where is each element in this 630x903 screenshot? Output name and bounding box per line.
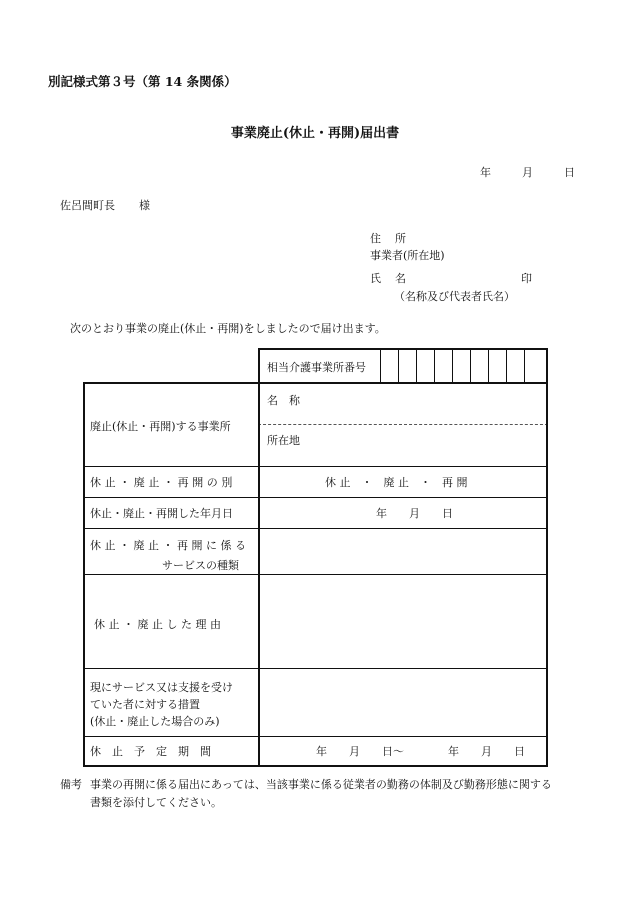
reason-label: 休 止 ・ 廃 止 し た 理 由: [94, 618, 221, 631]
address-label-2: 所: [395, 232, 406, 245]
number-box-divider: [398, 348, 399, 382]
date-label: 休止・廃止・再開した年月日: [90, 507, 233, 520]
addressee-name: 佐呂間町長: [60, 199, 115, 212]
number-box-divider: [506, 348, 507, 382]
number-box-divider: [524, 348, 525, 382]
facility-number-label: 相当介護事業所番号: [267, 361, 366, 374]
address-label-1: 住: [370, 232, 381, 245]
date-day: 日: [564, 166, 575, 179]
number-box-divider: [434, 348, 435, 382]
facility-label: 廃止(休止・再開)する事業所: [90, 420, 231, 433]
table-top-border: [258, 348, 548, 350]
seal-mark: 印: [521, 272, 532, 285]
period-value: 年 月 日〜 年 月 日: [316, 745, 525, 758]
table-main-top-border: [83, 382, 548, 384]
remarks: [60, 776, 600, 812]
row-divider-5: [83, 668, 548, 669]
date-month: 月: [522, 166, 533, 179]
remark-line2: 書類を添付してください。: [90, 796, 222, 809]
intro-text: 次のとおり事業の廃止(休止・再開)をしましたので届け出ます。: [70, 322, 386, 335]
number-box-divider: [416, 348, 417, 382]
date-value: 年 月 日: [376, 507, 453, 520]
name-label: [370, 270, 406, 286]
row-divider-1: [83, 466, 548, 467]
address-sub-label: 事業者(所在地): [370, 249, 445, 262]
service-label-line1: 休 止 ・ 廃 止 ・ 再 開 に 係 る: [90, 539, 246, 552]
table-bottom-border: [83, 765, 548, 767]
document-title: 事業廃止(休止・再開)届出書: [230, 126, 400, 141]
type-label: 休止・廃止・再開の別: [90, 476, 236, 489]
period-label: 休 止 予 定 期 間: [90, 745, 211, 758]
row-divider-4: [83, 574, 548, 575]
submission-date: [480, 164, 575, 180]
row-divider-3: [83, 528, 548, 529]
number-box-divider: [470, 348, 471, 382]
service-label-line2: サービスの種類: [162, 559, 239, 572]
notification-table: [83, 348, 548, 766]
row-divider-6: [83, 736, 548, 737]
measures-label-line2: ていた者に対する措置: [90, 698, 200, 711]
name-label-1: 氏: [370, 272, 381, 285]
facility-location-label: 所在地: [267, 434, 300, 447]
type-options: 休 止 ・ 廃 止 ・ 再 開: [325, 476, 468, 489]
number-box-divider: [380, 348, 381, 382]
address-label: [370, 230, 406, 246]
measures-label-line3: (休止・廃止した場合のみ): [90, 715, 220, 728]
addressee: [60, 197, 150, 213]
remark-label: 備考: [60, 778, 82, 791]
facility-name-label: 名 称: [267, 394, 300, 407]
table-left-border: [83, 382, 85, 766]
row-divider-2: [83, 497, 548, 498]
name-sub-label: （名称及び代表者氏名）: [394, 290, 515, 303]
addressee-honorific: 様: [139, 199, 150, 212]
table-right-border: [546, 348, 548, 766]
form-number: 別記様式第３号（第 14 条関係）: [48, 74, 237, 89]
facility-divider: [258, 424, 548, 425]
number-box-divider: [452, 348, 453, 382]
label-column-border: [258, 348, 260, 766]
remark-line1: 事業の再開に係る届出にあっては、当該事業に係る従業者の勤務の体制及び勤務形態に関する: [90, 778, 552, 791]
number-box-divider: [488, 348, 489, 382]
name-label-2: 名: [395, 272, 406, 285]
date-year: 年: [480, 166, 491, 179]
measures-label-line1: 現にサービス又は支援を受け: [90, 681, 233, 694]
